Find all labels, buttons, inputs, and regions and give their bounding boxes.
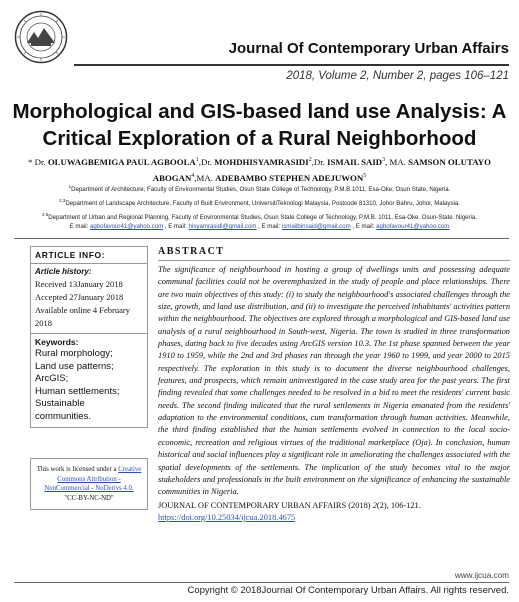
- email-link-4[interactable]: agbofavour41@yahoo.com: [376, 223, 450, 230]
- keyword: Human settlements;: [35, 385, 120, 397]
- citation-journal: JOURNAL OF CONTEMPORARY URBAN AFFAIRS: [158, 500, 347, 510]
- article-info-heading: ARTICLE INFO:: [31, 247, 147, 264]
- footer-rule: [14, 582, 509, 583]
- author-4: SAMSON OLUTAYO ABOGAN: [152, 156, 491, 183]
- license-box: [30, 458, 148, 510]
- accepted-date: Accepted 27January 2018: [35, 292, 124, 302]
- doi-link[interactable]: https://doi.org/10.25034/ijcua.2018.4675: [158, 512, 296, 522]
- affiliation-2: [4, 195, 515, 209]
- email-label: , E mail:: [163, 223, 189, 230]
- keyword: ArcGIS;: [35, 373, 69, 384]
- journal-website[interactable]: www.ijcua.com: [454, 571, 509, 580]
- affiliation-1: [4, 181, 515, 195]
- author-2: MOHDHISYAMRASIDI: [214, 156, 309, 167]
- author-sup: 4: [191, 172, 195, 179]
- abstract-text: The significance of neighbourhood in hosting a group of dwellings units and possessing adequate communal facilities could not be overemphasized in the study of people and place relationships. There are two main objectives of this study: (i) to study the neighbourhood's associated challenges through the size, growth, and land use distribution, and (ii) to investigate the perceived inhabitants' activities pattern within the neighbourhood. The objectives are explored through a morphological and GIS-based land use analysis of a rural neighbourhood in South-west, Nigeria. The town is studied in three transformation phases, dating back to five decades using ArcGIS version 10.3. The 1st phase spanned between the year 1910 to 1959, while the 2nd and 3rd phases ran through the year 1960 to 1999, and year 2000 to 2015 respectively. The exploration in this study is to document the diverse neighbourhood challenges, features, and prospects, which remain uninvestigated in the case study area for the past years. The first finding revealed that some challenges needed to be resolved in a bid to meet the residents' current basic needs. The second finding indicated that the rural settlements in Nigeria emanated from the residents' adaptation to the environmental conditions, cum transformation through human activities. Meanwhile, the third finding established that the human settlements evolved in connection to the local socio-economic, recreation and religious virtues of the traditional marketplace (Oja). In conclusion, human historical and social influences play a significant role in ameliorating the challenges associated with the spatial developments of the settlements. The implication of the study becomes vital to the major stakeholders and professionals in the built environment on the significance of enhancing the sustainable communities in Nigeria.: [158, 265, 510, 497]
- paper-title: Morphological and GIS-based land use Analysis: A Critical Exploration of a Rural Neighborhood: [12, 100, 507, 150]
- history-label: Article history:: [35, 267, 92, 276]
- affiliation-3: [4, 209, 515, 223]
- license-link[interactable]: Creative Commons Attribution - NonCommercial - NoDerivs 4.0.: [44, 466, 142, 492]
- keyword: Land use patterns;: [35, 360, 114, 372]
- email-line: [4, 223, 515, 230]
- article-info-box: [30, 246, 148, 428]
- available-date: Available online 4 February 2018: [35, 305, 130, 328]
- abstract-heading: ABSTRACT: [158, 246, 510, 261]
- affiliation-text: Department of Architecture, Faculty of Environmental Studies, Osun State College of Technology, P.M.B.1011, Esa-Oke, Osun State, Nigeria.: [71, 186, 451, 194]
- affiliation-text: Department of Landscape Architecture, Faculty of Built Environment, UniversitiTeknologi Malaysia, Postcode 81310, Johor Bahru, Johor, Malaysia.: [65, 200, 460, 208]
- author-prefix: ,Dr.: [311, 156, 328, 167]
- volume-line: 2018, Volume 2, Number 2, pages 106–121: [286, 70, 509, 82]
- info-separator: [31, 333, 147, 334]
- email-label: E mail:: [69, 223, 90, 230]
- email-link-2[interactable]: hisyamrasidi@gmail.com: [188, 223, 257, 230]
- author-3: ISMAIL SAID: [327, 156, 383, 167]
- keyword: Sustainable communities.: [35, 398, 91, 422]
- section-divider: [14, 238, 509, 239]
- affiliations: [4, 181, 515, 223]
- journal-header: [0, 0, 519, 82]
- email-link-3[interactable]: ismailbinsaid@gmail.com: [281, 223, 351, 230]
- journal-seal-logo: [14, 10, 68, 64]
- keywords-label: Keywords:: [35, 337, 79, 347]
- author-sup: 1: [195, 157, 199, 163]
- header-rule: [74, 64, 509, 66]
- citation-volume: 2: [372, 500, 377, 510]
- citation-year: (2018): [346, 500, 373, 510]
- author-sup: 5: [363, 172, 367, 179]
- author-5: ADEBAMBO STEPHEN ADEJUWON: [215, 172, 364, 183]
- abstract-section: [158, 246, 510, 524]
- author-1: OLUWAGBEMIGA PAUL AGBOOLA: [47, 156, 196, 167]
- received-date: Received 13January 2018: [35, 279, 123, 289]
- email-link-1[interactable]: agbofavour41@yahoo.com: [89, 223, 164, 230]
- author-prefix: ,MA.: [194, 172, 216, 183]
- affiliation-sup: 4,5: [42, 212, 49, 218]
- author-prefix: , MA.: [385, 156, 409, 167]
- copyright-notice: Copyright © 2018Journal Of Contemporary Urban Affairs. All rights reserved.: [187, 585, 509, 596]
- citation: [158, 500, 510, 512]
- email-label: , E mail:: [350, 223, 377, 230]
- author-sup: 3: [382, 157, 386, 163]
- email-label: , E mail:: [256, 223, 282, 230]
- citation-pages: (2), 106-121.: [376, 500, 421, 510]
- license-code: "CC-BY-NC-ND": [64, 494, 114, 502]
- affiliation-sup: 1: [68, 184, 72, 189]
- author-prefix: ,Dr.: [198, 156, 215, 167]
- author-prefix: * Dr.: [28, 156, 48, 167]
- license-text: This work is licensed under a: [36, 466, 119, 473]
- author-sup: 2: [308, 157, 312, 163]
- keyword: Rural morphology;: [35, 348, 113, 359]
- journal-name: Journal Of Contemporary Urban Affairs: [228, 40, 509, 57]
- affiliation-sup: 2,3: [59, 198, 66, 204]
- affiliation-text: Department of Urban and Regional Planning, Faculty of Environmental Studies, Osun State College of Technology, P.M.B. 1011, Esa-Oke. Osun-State. Nigeria.: [48, 214, 477, 222]
